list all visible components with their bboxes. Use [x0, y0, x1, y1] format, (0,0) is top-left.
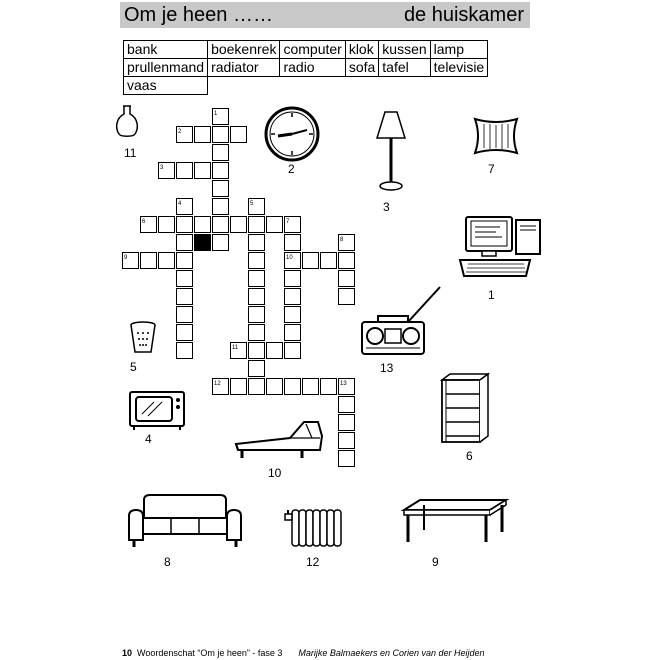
couch-icon — [126, 492, 244, 550]
clue-number: 7 — [286, 219, 290, 225]
crossword-cell[interactable] — [338, 432, 355, 449]
computer-icon — [456, 214, 548, 284]
table-icon — [398, 496, 510, 546]
book-title: Woordenschat “Om je heen” - fase 3 — [137, 648, 283, 658]
crossword-cell[interactable] — [248, 234, 265, 251]
crossword-cell[interactable] — [194, 126, 211, 143]
crossword-cell[interactable] — [284, 288, 301, 305]
page-footer — [122, 648, 485, 658]
crossword-cell[interactable] — [176, 342, 193, 359]
crossword-cell[interactable] — [230, 126, 247, 143]
crossword-cell[interactable] — [158, 216, 175, 233]
crossword-cell[interactable] — [338, 450, 355, 467]
clue-number: 9 — [124, 255, 128, 261]
crossword-cell[interactable] — [212, 144, 229, 161]
crossword-cell[interactable] — [140, 252, 157, 269]
crossword-cell[interactable] — [248, 306, 265, 323]
clue-number: 5 — [250, 201, 254, 207]
bookcase-icon — [438, 372, 492, 446]
crossword-cell[interactable] — [194, 162, 211, 179]
word-cell: radio — [280, 59, 345, 77]
wastebasket-icon — [128, 320, 158, 356]
picture-label: 11 — [124, 146, 137, 160]
word-cell: vaas — [124, 77, 208, 95]
crossword-cell[interactable] — [338, 414, 355, 431]
crossword-cell[interactable] — [176, 252, 193, 269]
clock-icon — [264, 106, 320, 162]
picture-label: 13 — [380, 361, 394, 375]
radio-icon — [356, 284, 444, 358]
crossword-cell[interactable] — [176, 270, 193, 287]
crossword-cell[interactable] — [302, 378, 319, 395]
crossword-cell[interactable] — [212, 234, 229, 251]
crossword-cell[interactable] — [266, 378, 283, 395]
crossword-cell[interactable] — [248, 342, 265, 359]
crossword-cell[interactable] — [248, 216, 265, 233]
crossword-cell[interactable] — [338, 252, 355, 269]
crossword-cell[interactable] — [176, 288, 193, 305]
picture-label: 10 — [268, 466, 282, 480]
crossword-cell[interactable] — [176, 306, 193, 323]
page-title: Om je heen …… — [124, 4, 273, 26]
crossword-cell[interactable] — [284, 306, 301, 323]
topic-title: de huiskamer — [403, 4, 524, 26]
picture-label: 7 — [488, 162, 495, 176]
clue-number: 1 — [214, 111, 218, 117]
crossword-cell[interactable] — [176, 162, 193, 179]
crossword-cell[interactable] — [338, 288, 355, 305]
crossword-cell[interactable] — [302, 252, 319, 269]
cushion-icon — [472, 115, 520, 157]
word-cell: boekenrek — [208, 41, 280, 59]
clue-number: 11 — [232, 345, 239, 351]
crossword-cell[interactable] — [248, 288, 265, 305]
crossword-cell[interactable] — [248, 252, 265, 269]
crossword-cell[interactable] — [212, 198, 229, 215]
word-cell: bank — [124, 41, 208, 59]
television-icon — [128, 388, 186, 432]
word-cell: tafel — [379, 59, 430, 77]
authors: Marijke Balmaekers en Corien van der Heijden — [298, 648, 485, 658]
word-cell: televisie — [430, 59, 488, 77]
vase-icon — [112, 104, 142, 142]
crossword-cell[interactable] — [212, 216, 229, 233]
clue-number: 8 — [340, 237, 344, 243]
picture-label: 2 — [288, 162, 295, 176]
crossword-cell[interactable] — [338, 396, 355, 413]
crossword-cell[interactable] — [284, 324, 301, 341]
chaise-longue-icon — [232, 414, 326, 462]
picture-label: 3 — [383, 200, 390, 214]
clue-number: 4 — [178, 201, 182, 207]
crossword-cell[interactable] — [320, 378, 337, 395]
crossword-cell[interactable] — [284, 270, 301, 287]
radiator-icon — [284, 504, 346, 550]
crossword-cell[interactable] — [266, 342, 283, 359]
picture-label: 6 — [466, 449, 473, 463]
crossword-cell[interactable] — [158, 252, 175, 269]
crossword-cell[interactable] — [248, 270, 265, 287]
crossword-cell[interactable] — [212, 126, 229, 143]
blocked-cell — [194, 234, 211, 251]
word-cell: sofa — [345, 59, 378, 77]
crossword-cell[interactable] — [248, 324, 265, 341]
word-cell: lamp — [430, 41, 488, 59]
crossword-cell[interactable] — [284, 378, 301, 395]
crossword-cell[interactable] — [194, 216, 211, 233]
picture-label: 8 — [164, 555, 171, 569]
crossword-cell[interactable] — [230, 378, 247, 395]
crossword-cell[interactable] — [230, 216, 247, 233]
crossword-cell[interactable] — [212, 180, 229, 197]
word-cell: computer — [280, 41, 345, 59]
picture-label: 12 — [306, 555, 320, 569]
clue-number: 3 — [160, 165, 164, 171]
clue-number: 6 — [142, 219, 146, 225]
crossword-cell[interactable] — [338, 270, 355, 287]
crossword-cell[interactable] — [284, 234, 301, 251]
crossword-cell[interactable] — [212, 162, 229, 179]
picture-label: 4 — [145, 432, 152, 446]
crossword-cell[interactable] — [266, 216, 283, 233]
crossword-cell[interactable] — [176, 324, 193, 341]
clue-number: 13 — [340, 381, 347, 387]
clue-number: 12 — [214, 381, 221, 387]
picture-label: 1 — [488, 288, 495, 302]
crossword-cell[interactable] — [176, 234, 193, 251]
crossword-cell[interactable] — [176, 216, 193, 233]
word-cell: klok — [345, 41, 378, 59]
lamp-icon — [374, 110, 408, 192]
page-number: 10 — [122, 648, 133, 658]
crossword-cell[interactable] — [248, 360, 265, 377]
picture-label: 9 — [432, 555, 439, 569]
word-cell: kussen — [379, 41, 430, 59]
word-cell: radiator — [208, 59, 280, 77]
crossword-cell[interactable] — [320, 252, 337, 269]
picture-label: 5 — [130, 360, 137, 374]
clue-number: 2 — [178, 129, 182, 135]
crossword-cell[interactable] — [284, 342, 301, 359]
word-cell: prullenmand — [124, 59, 208, 77]
clue-number: 10 — [286, 255, 293, 261]
crossword-cell[interactable] — [248, 378, 265, 395]
